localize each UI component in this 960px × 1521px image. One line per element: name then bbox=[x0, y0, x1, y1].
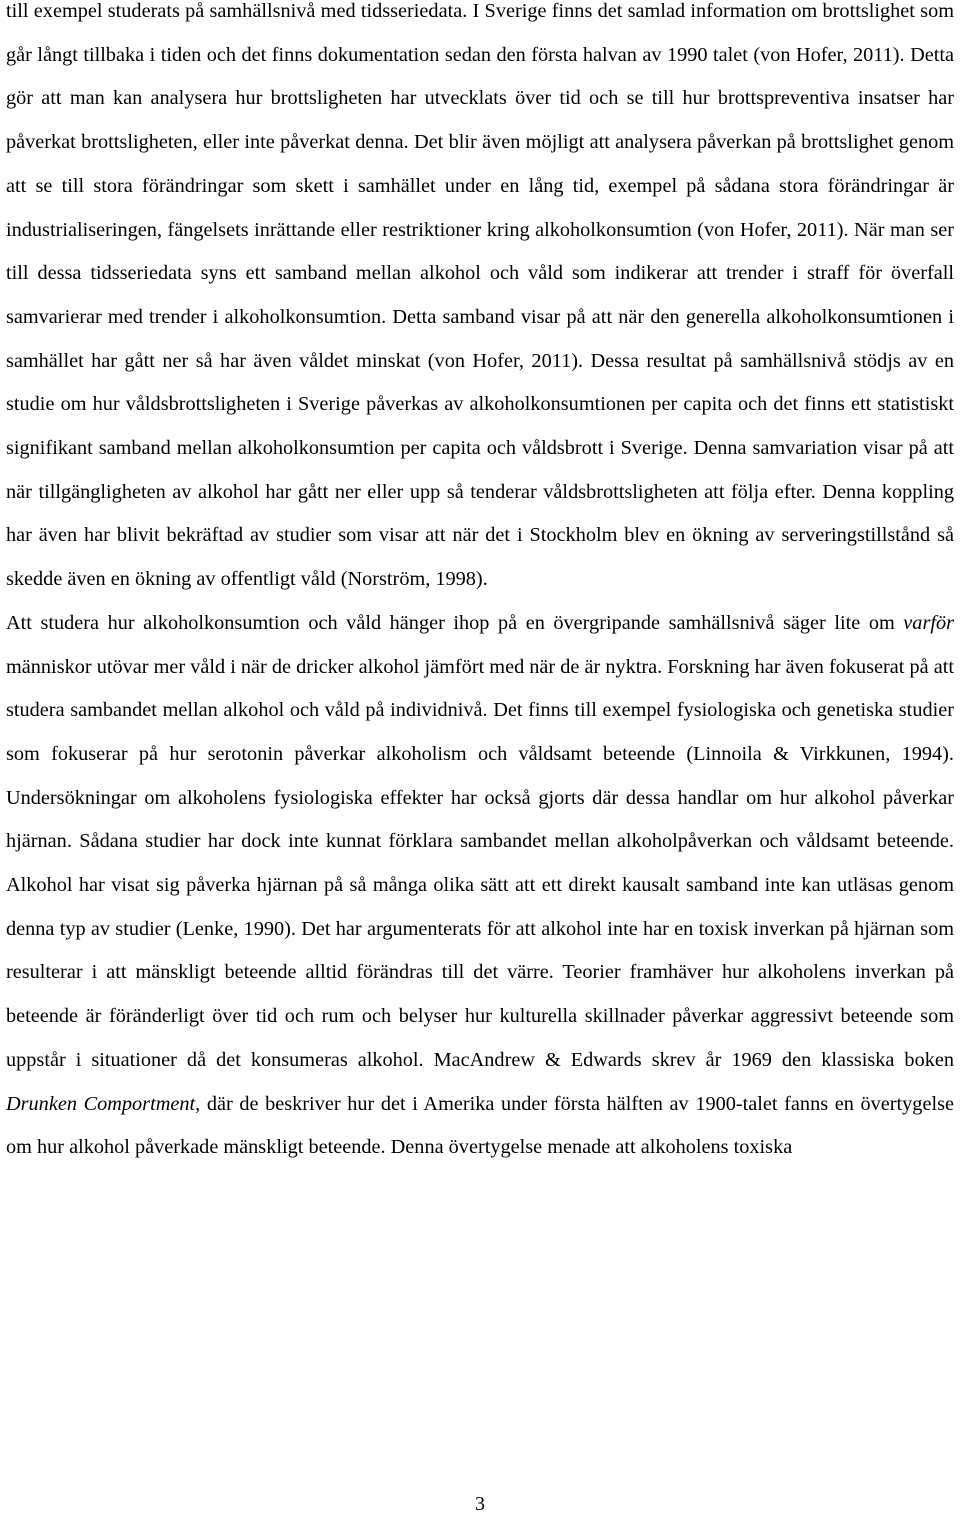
body-text bbox=[6, 0, 954, 1170]
paragraph-2-run-5: , där de beskriver hur det i Amerika under första hälften av 1900-talet fanns en övertygelse om hur alkohol påverkade mänskligt beteende. Denna övertygelse menade att alkoholens toxiska bbox=[6, 1092, 954, 1159]
paragraph-2-run-1: Att studera hur alkoholkonsumtion och våld hänger ihop på en övergripande samhällsnivå säger lite om bbox=[6, 611, 904, 634]
paragraph-2 bbox=[6, 602, 954, 1170]
paragraph-1-run-1: till exempel studerats på samhällsnivå med tidsseriedata. I Sverige finns det samlad information om brottslighet som går långt tillbaka i tiden och det finns dokumentation sedan den första halvan av 1990 talet (von Hofer, 2011). Detta gör att man kan analysera hur brottsligheten har utvecklats över tid och se till hur brottspreventiva insatser har påverkat brottsligheten, eller inte påverkat denna. Det blir även möjligt att analysera påverkan på brottslighet genom att se till stora förändringar som skett i samhället under en lång tid, exempel på sådana stora förändringar är industrialiseringen, fängelsets inrättande eller restriktioner kring alkoholkonsumtion (von Hofer, 2011). När man ser till dessa tidsseriedata syns ett samband mellan alkohol och våld som indikerar att trender i straff för överfall samvarierar med trender i alkoholkonsumtion. Detta samband visar på att när den generella alkoholkonsumtionen i samhället har gått ner så har även våldet minskat (von Hofer, 2011). Dessa resultat på samhällsnivå stödjs av en studie om hur våldsbrottsligheten i Sverige påverkas av alkoholkonsumtionen per capita och det finns ett statistiskt signifikant samband mellan alkoholkonsumtion per capita och våldsbrott i Sverige. Denna samvariation visar på att när tillgängligheten av alkohol har gått ner eller upp så tenderar våldsbrottsligheten att följa efter. Denna koppling har även har blivit bekräftad av studier som visar att när det i Stockholm blev en ökning av serveringstillstånd så skedde även en ökning av offentligt våld (Norström, 1998). bbox=[6, 0, 954, 591]
paragraph-2-run-3: människor utövar mer våld i när de dricker alkohol jämfört med när de är nyktra. Forskning har även fokuserat på att studera sambandet mellan alkohol och våld på individnivå. Det finns till exempel fysiologiska och genetiska studier som fokuserar på hur serotonin påverkar alkoholism och våldsamt beteende (Linnoila & Virkkunen, 1994). Undersökningar om alkoholens fysiologiska effekter har också gjorts där dessa handlar om hur alkohol påverkar hjärnan. Sådana studier har dock inte kunnat förklara sambandet mellan alkoholpåverkan och våldsamt beteende. Alkohol har visat sig påverka hjärnan på så många olika sätt att ett direkt kausalt samband inte kan utläsas genom denna typ av studier (Lenke, 1990). Det har argumenterats för att alkohol inte har en toxisk inverkan på hjärnan som resulterar i att mänskligt beteende alltid förändras till det värre. Teorier framhäver hur alkoholens inverkan på beteende är föränderligt över tid och rum och belyser hur kulturella skillnader påverkar aggressivt beteende som uppstår i situationer då det konsumeras alkohol. MacAndrew & Edwards skrev år 1969 den klassiska boken bbox=[6, 655, 954, 1071]
paragraph-1 bbox=[6, 0, 954, 602]
italic-term-varfor: varför bbox=[903, 611, 954, 634]
page-number: 3 bbox=[475, 1493, 485, 1515]
book-title-drunken-comportment: Drunken Comportment bbox=[6, 1092, 196, 1115]
